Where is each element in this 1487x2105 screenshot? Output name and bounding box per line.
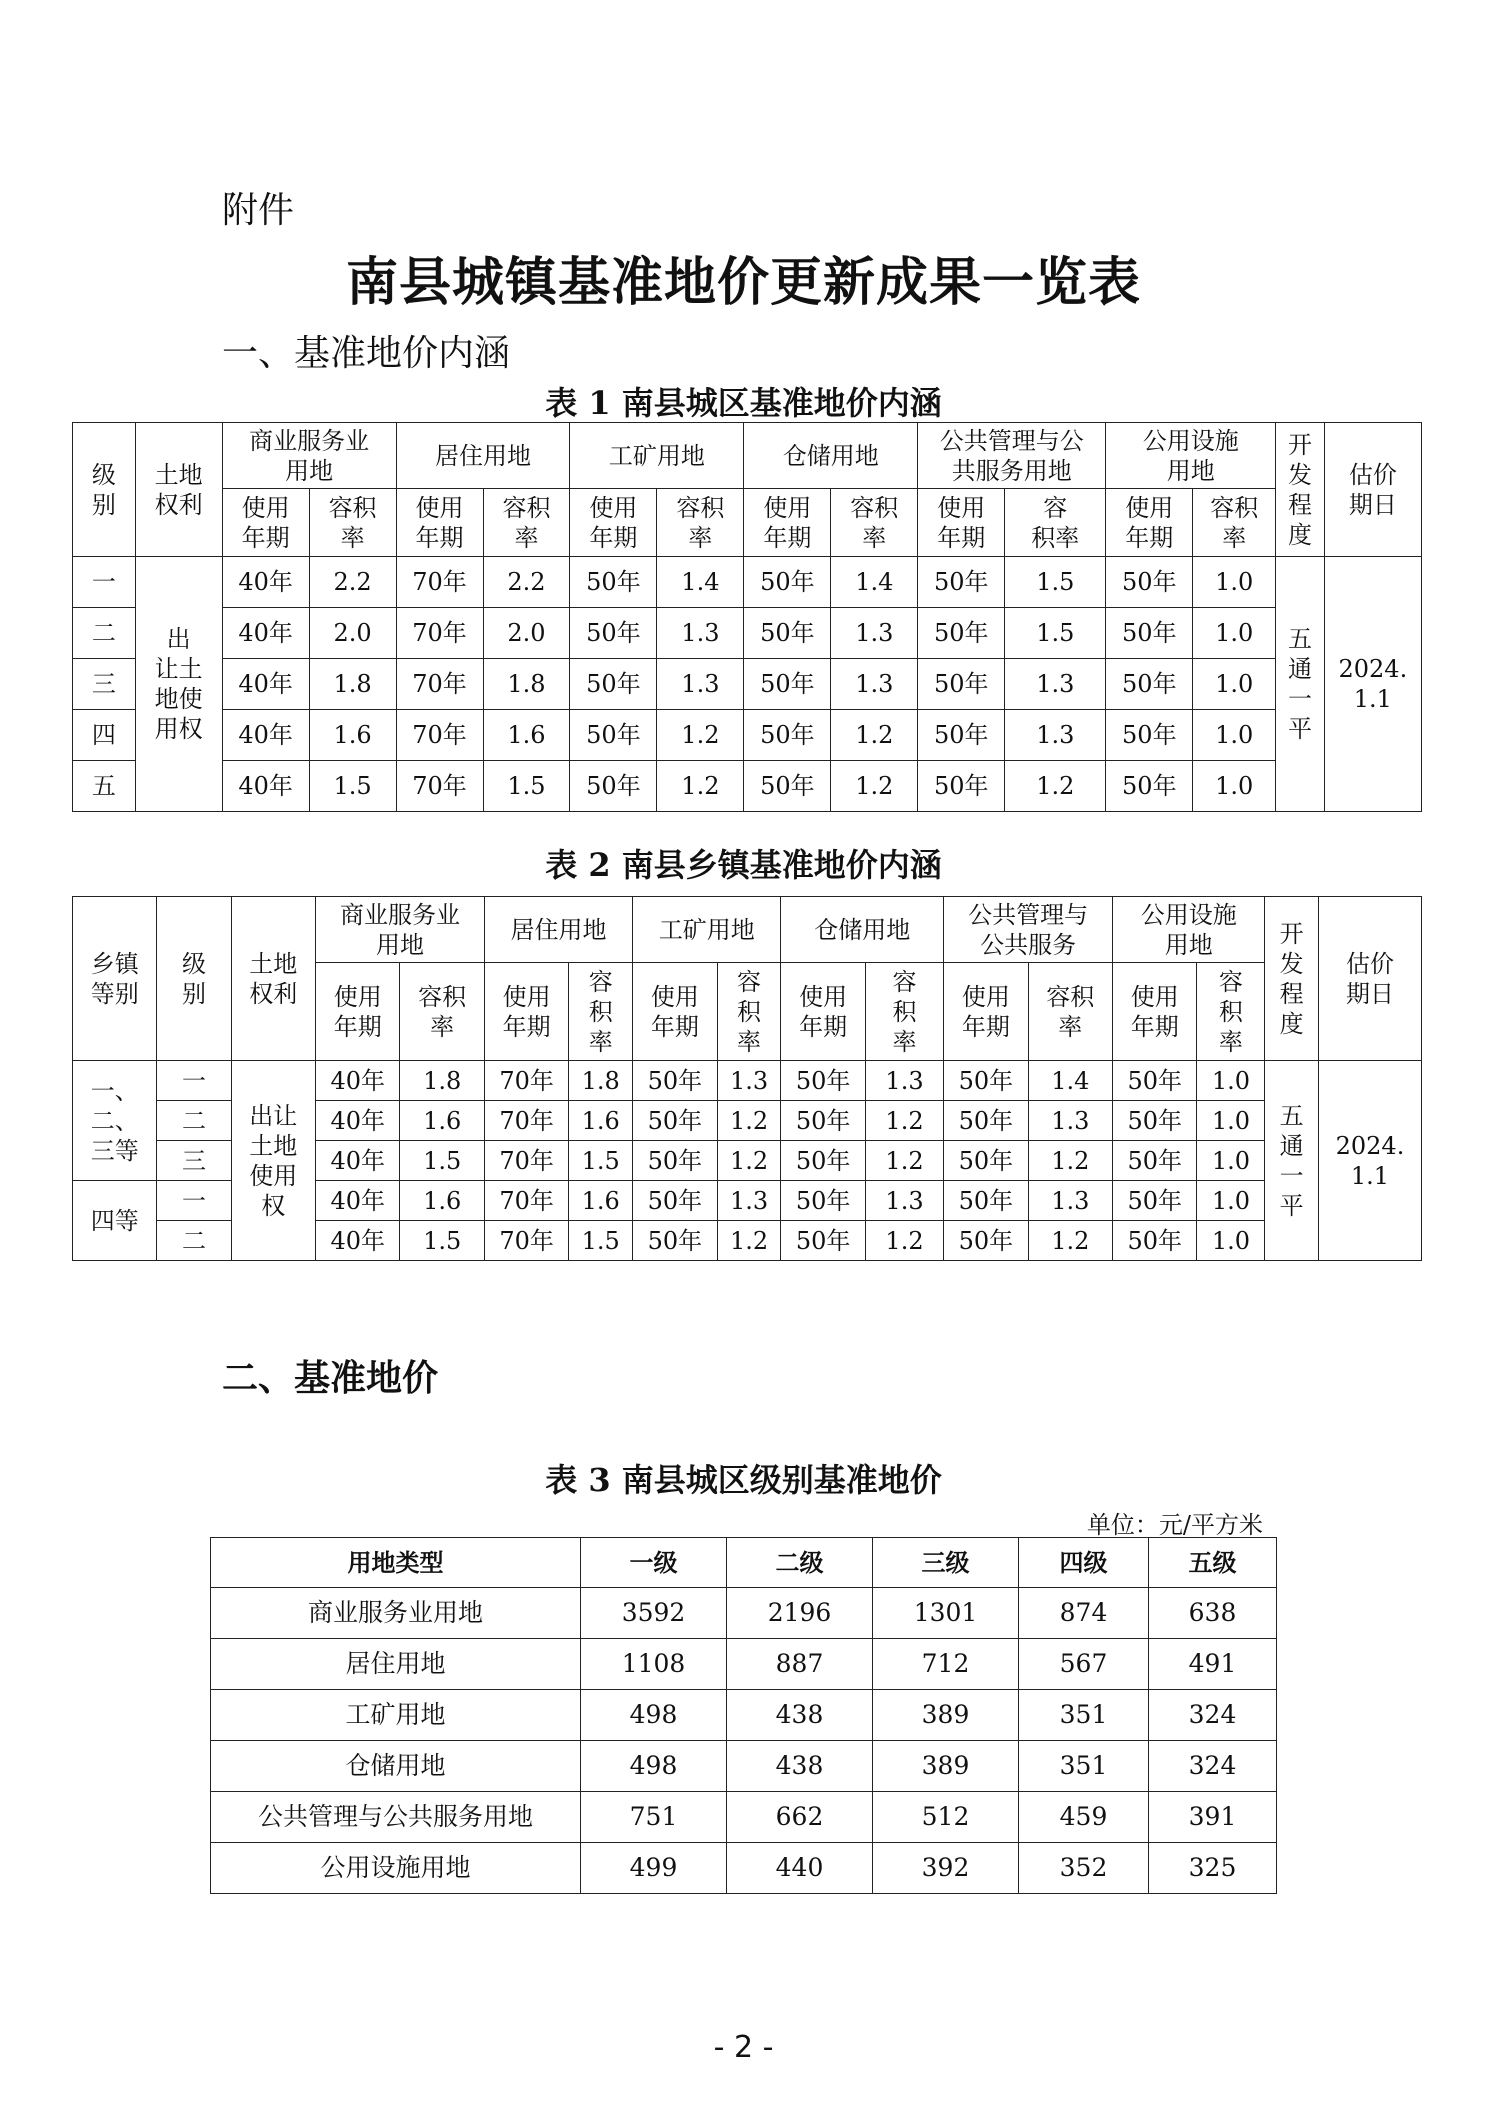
table1-cell: 70年 — [396, 557, 483, 608]
table2-cell-level: 一 — [157, 1061, 231, 1101]
table1-cell-level: 五 — [73, 761, 136, 812]
table3-header: 二级 — [727, 1538, 873, 1588]
table2-subheader-far: 容积 率 — [400, 963, 484, 1061]
table3-unit: 单位：元/平方米 — [1086, 1511, 1263, 1539]
table2-cell: 50年 — [633, 1181, 717, 1221]
table1-cell: 50年 — [744, 608, 831, 659]
table2-cell: 1.3 — [865, 1181, 943, 1221]
table1-subheader-far: 容积 率 — [483, 489, 570, 557]
table2-cell-town-group-1: 一、 二、 三等 — [73, 1061, 157, 1181]
table2-cell: 1.0 — [1197, 1181, 1265, 1221]
table2-cell: 1.0 — [1197, 1141, 1265, 1181]
table1-cell: 1.5 — [1005, 557, 1106, 608]
table3-cell: 389 — [873, 1690, 1019, 1741]
table1-cell-level: 一 — [73, 557, 136, 608]
table2-cell: 50年 — [1113, 1221, 1197, 1261]
table2-cell: 1.0 — [1197, 1061, 1265, 1101]
table2-header-industrial: 工矿用地 — [633, 897, 781, 963]
table2-subheader-far: 容 积 率 — [865, 963, 943, 1061]
table1-cell-level: 三 — [73, 659, 136, 710]
table3-caption: 表 3 南县城区级别基准地价 — [545, 1461, 942, 1499]
page-number: - 2 - — [713, 2030, 774, 2065]
table3-cell: 389 — [873, 1741, 1019, 1792]
table2-cell: 1.2 — [1028, 1221, 1112, 1261]
table1-cell: 40年 — [222, 710, 309, 761]
table2-cell: 50年 — [1113, 1141, 1197, 1181]
table1-cell: 70年 — [396, 608, 483, 659]
table2-cell: 1.2 — [865, 1141, 943, 1181]
table3-cell: 1108 — [581, 1639, 727, 1690]
table1-subheader-term: 使用 年期 — [744, 489, 831, 557]
table1-cell: 70年 — [396, 761, 483, 812]
table1-cell: 1.3 — [831, 659, 918, 710]
table1-cell: 50年 — [918, 608, 1005, 659]
table2-caption: 表 2 南县乡镇基准地价内涵 — [545, 846, 942, 884]
table3-cell: 438 — [727, 1741, 873, 1792]
table2-subheader-term: 使用 年期 — [633, 963, 717, 1061]
table1-cell: 40年 — [222, 659, 309, 710]
table2-cell: 1.2 — [865, 1101, 943, 1141]
table1-cell: 1.3 — [657, 659, 744, 710]
table2-cell: 1.2 — [717, 1101, 781, 1141]
table3-land-type: 工矿用地 — [211, 1690, 581, 1741]
table2-cell: 1.3 — [717, 1061, 781, 1101]
table2-subheader-far: 容 积 率 — [569, 963, 633, 1061]
table1-cell: 50年 — [570, 761, 657, 812]
table1-cell: 1.8 — [483, 659, 570, 710]
table3-cell: 567 — [1019, 1639, 1149, 1690]
table1-cell: 1.3 — [657, 608, 744, 659]
table1-subheader-far: 容 积率 — [1005, 489, 1106, 557]
table1-cell: 70年 — [396, 710, 483, 761]
table1-header-valuation-date: 估价 期日 — [1324, 423, 1421, 557]
table1-cell: 1.4 — [831, 557, 918, 608]
table1-cell: 2.2 — [483, 557, 570, 608]
section-heading-1: 一、基准地价内涵 — [222, 333, 511, 374]
table1-subheader-far: 容积 率 — [657, 489, 744, 557]
table2-header-right: 土地 权利 — [231, 897, 315, 1061]
table1-cell: 50年 — [570, 710, 657, 761]
table2-subheader-term: 使用 年期 — [944, 963, 1028, 1061]
table2-cell: 1.2 — [1028, 1141, 1112, 1181]
table2-cell: 50年 — [781, 1101, 865, 1141]
table1-urban-land-price-connotation — [72, 422, 1422, 812]
table2-cell: 1.5 — [400, 1141, 484, 1181]
table3-header: 一级 — [581, 1538, 727, 1588]
table1-cell: 2.0 — [483, 608, 570, 659]
table2-cell: 70年 — [484, 1221, 568, 1261]
table1-cell: 1.8 — [309, 659, 396, 710]
table1-cell: 2.0 — [309, 608, 396, 659]
table2-cell: 50年 — [1113, 1101, 1197, 1141]
table2-cell: 1.6 — [400, 1101, 484, 1141]
table1-header-level: 级 别 — [73, 423, 136, 557]
table2-cell-town-group-2: 四等 — [73, 1181, 157, 1261]
table1-cell: 1.2 — [657, 710, 744, 761]
table2-subheader-term: 使用 年期 — [484, 963, 568, 1061]
table1-header-public-service: 公共管理与公 共服务用地 — [918, 423, 1106, 489]
table2-cell: 1.0 — [1197, 1221, 1265, 1261]
table2-cell: 50年 — [781, 1061, 865, 1101]
table1-cell: 50年 — [570, 557, 657, 608]
table2-cell: 1.3 — [717, 1181, 781, 1221]
table2-cell: 50年 — [633, 1101, 717, 1141]
table2-header-valuation-date: 估价 期日 — [1318, 897, 1421, 1061]
table1-cell: 50年 — [1106, 557, 1193, 608]
table1-cell: 50年 — [570, 659, 657, 710]
table2-cell: 1.6 — [569, 1101, 633, 1141]
table2-cell: 1.5 — [569, 1141, 633, 1181]
table3-cell: 1301 — [873, 1588, 1019, 1639]
table2-cell: 1.8 — [569, 1061, 633, 1101]
table1-cell: 1.0 — [1193, 710, 1276, 761]
table1-subheader-term: 使用 年期 — [396, 489, 483, 557]
table3-cell: 662 — [727, 1792, 873, 1843]
table2-cell: 50年 — [781, 1221, 865, 1261]
table2-cell: 1.8 — [400, 1061, 484, 1101]
table1-cell: 50年 — [744, 710, 831, 761]
table2-cell: 50年 — [944, 1061, 1028, 1101]
table1-cell: 50年 — [744, 557, 831, 608]
table1-cell: 1.2 — [831, 761, 918, 812]
table1-cell: 50年 — [1106, 608, 1193, 659]
table1-cell: 40年 — [222, 608, 309, 659]
table2-header-level: 级 别 — [157, 897, 231, 1061]
table1-cell: 50年 — [1106, 761, 1193, 812]
table2-cell: 1.2 — [717, 1141, 781, 1181]
table3-cell: 391 — [1149, 1792, 1277, 1843]
table1-subheader-term: 使用 年期 — [918, 489, 1005, 557]
table3-cell: 2196 — [727, 1588, 873, 1639]
table1-cell: 2.2 — [309, 557, 396, 608]
table1-cell: 50年 — [918, 557, 1005, 608]
table3-cell: 459 — [1019, 1792, 1149, 1843]
table1-cell: 50年 — [570, 608, 657, 659]
table1-cell: 1.3 — [1005, 659, 1106, 710]
table1-subheader-term: 使用 年期 — [222, 489, 309, 557]
document-title: 南县城镇基准地价更新成果一览表 — [345, 252, 1141, 313]
table1-cell: 1.0 — [1193, 659, 1276, 710]
table3-cell: 887 — [727, 1639, 873, 1690]
table1-cell: 1.0 — [1193, 608, 1276, 659]
table2-cell: 1.3 — [1028, 1181, 1112, 1221]
table2-cell: 40年 — [316, 1141, 400, 1181]
table3-cell: 438 — [727, 1690, 873, 1741]
table2-cell: 1.3 — [1028, 1101, 1112, 1141]
table2-cell: 1.5 — [400, 1221, 484, 1261]
table3-land-type: 居住用地 — [211, 1639, 581, 1690]
table3-cell: 498 — [581, 1741, 727, 1792]
table1-cell: 1.6 — [483, 710, 570, 761]
table2-cell: 1.3 — [865, 1061, 943, 1101]
table2-cell: 70年 — [484, 1141, 568, 1181]
table3-cell: 874 — [1019, 1588, 1149, 1639]
table1-subheader-far: 容积 率 — [1193, 489, 1276, 557]
table1-header-right: 土地 权利 — [135, 423, 222, 557]
table3-cell: 392 — [873, 1843, 1019, 1894]
table2-cell: 50年 — [633, 1221, 717, 1261]
table3-cell: 712 — [873, 1639, 1019, 1690]
table2-cell: 50年 — [944, 1141, 1028, 1181]
table1-cell-level: 四 — [73, 710, 136, 761]
table1-cell: 40年 — [222, 557, 309, 608]
table2-cell: 70年 — [484, 1061, 568, 1101]
table3-cell: 324 — [1149, 1741, 1277, 1792]
table1-cell: 50年 — [744, 761, 831, 812]
table1-cell: 1.3 — [1005, 710, 1106, 761]
table2-header-development: 开 发 程 度 — [1265, 897, 1319, 1061]
table3-header: 五级 — [1149, 1538, 1277, 1588]
table1-cell: 50年 — [1106, 659, 1193, 710]
table2-cell: 1.2 — [717, 1221, 781, 1261]
table3-cell: 638 — [1149, 1588, 1277, 1639]
table1-subheader-far: 容积 率 — [831, 489, 918, 557]
table1-cell: 1.5 — [483, 761, 570, 812]
table1-subheader-term: 使用 年期 — [570, 489, 657, 557]
table1-cell: 50年 — [918, 761, 1005, 812]
table1-header-storage: 仓储用地 — [744, 423, 918, 489]
attachment-label: 附件 — [222, 190, 295, 231]
table2-cell-development: 五 通 一 平 — [1265, 1061, 1319, 1261]
table3-cell: 351 — [1019, 1741, 1149, 1792]
table3-cell: 3592 — [581, 1588, 727, 1639]
table3-cell: 498 — [581, 1690, 727, 1741]
table3-land-type: 仓储用地 — [211, 1741, 581, 1792]
table3-land-type: 商业服务业用地 — [211, 1588, 581, 1639]
table2-cell: 1.6 — [569, 1181, 633, 1221]
table2-cell: 40年 — [316, 1061, 400, 1101]
table2-cell-level: 二 — [157, 1221, 231, 1261]
table1-cell: 50年 — [1106, 710, 1193, 761]
table1-header-utility: 公用设施 用地 — [1106, 423, 1276, 489]
table2-town-land-price-connotation — [72, 896, 1422, 1261]
table1-cell: 70年 — [396, 659, 483, 710]
table1-cell: 1.5 — [309, 761, 396, 812]
table2-cell: 50年 — [781, 1141, 865, 1181]
table2-cell-valuation-date: 2024. 1.1 — [1318, 1061, 1421, 1261]
table1-cell: 1.0 — [1193, 557, 1276, 608]
table2-cell: 50年 — [944, 1101, 1028, 1141]
table1-cell: 1.5 — [1005, 608, 1106, 659]
table3-land-type: 公共管理与公共服务用地 — [211, 1792, 581, 1843]
table3-land-type: 公用设施用地 — [211, 1843, 581, 1894]
table3-urban-level-land-price — [210, 1537, 1277, 1894]
table1-cell: 1.2 — [1005, 761, 1106, 812]
table2-subheader-term: 使用 年期 — [1113, 963, 1197, 1061]
table2-cell: 40年 — [316, 1221, 400, 1261]
table2-cell: 40年 — [316, 1181, 400, 1221]
table2-cell: 50年 — [944, 1181, 1028, 1221]
table2-cell: 1.4 — [1028, 1061, 1112, 1101]
table2-header-storage: 仓储用地 — [781, 897, 944, 963]
table1-cell: 1.2 — [831, 710, 918, 761]
table1-cell-development: 五 通 一 平 — [1276, 557, 1325, 812]
table2-cell: 40年 — [316, 1101, 400, 1141]
table3-cell: 324 — [1149, 1690, 1277, 1741]
table2-cell-level: 二 — [157, 1101, 231, 1141]
table3-cell: 499 — [581, 1843, 727, 1894]
table2-cell: 70年 — [484, 1101, 568, 1141]
table1-caption: 表 1 南县城区基准地价内涵 — [545, 384, 942, 422]
table3-header: 四级 — [1019, 1538, 1149, 1588]
table2-header-commercial: 商业服务业 用地 — [316, 897, 485, 963]
table2-header-town-grade: 乡镇 等别 — [73, 897, 157, 1061]
table3-header: 用地类型 — [211, 1538, 581, 1588]
table2-cell: 50年 — [944, 1221, 1028, 1261]
table1-subheader-term: 使用 年期 — [1106, 489, 1193, 557]
table2-subheader-far: 容 积 率 — [1197, 963, 1265, 1061]
table3-cell: 325 — [1149, 1843, 1277, 1894]
table3-cell: 440 — [727, 1843, 873, 1894]
table1-cell-level: 二 — [73, 608, 136, 659]
table2-header-public-service: 公共管理与 公共服务 — [944, 897, 1113, 963]
table2-cell-level: 一 — [157, 1181, 231, 1221]
table1-cell: 1.6 — [309, 710, 396, 761]
table3-header: 三级 — [873, 1538, 1019, 1588]
table2-cell-right: 出让 土地 使用 权 — [231, 1061, 315, 1261]
table2-cell: 50年 — [1113, 1181, 1197, 1221]
table2-cell-level: 三 — [157, 1141, 231, 1181]
table1-subheader-far: 容积 率 — [309, 489, 396, 557]
table2-subheader-far: 容积 率 — [1028, 963, 1112, 1061]
table2-cell: 1.2 — [865, 1221, 943, 1261]
table3-cell: 491 — [1149, 1639, 1277, 1690]
table2-subheader-term: 使用 年期 — [316, 963, 400, 1061]
table1-cell: 50年 — [744, 659, 831, 710]
table1-header-residential: 居住用地 — [396, 423, 570, 489]
table1-header-commercial: 商业服务业 用地 — [222, 423, 396, 489]
table1-header-industrial: 工矿用地 — [570, 423, 744, 489]
table2-subheader-term: 使用 年期 — [781, 963, 865, 1061]
table2-cell: 1.5 — [569, 1221, 633, 1261]
table1-header-development: 开 发 程 度 — [1276, 423, 1325, 557]
table1-cell: 1.2 — [657, 761, 744, 812]
table2-cell: 50年 — [781, 1181, 865, 1221]
table1-cell: 50年 — [918, 659, 1005, 710]
section-heading-2: 二、基准地价 — [222, 1358, 439, 1399]
table1-cell: 50年 — [918, 710, 1005, 761]
table1-cell: 1.4 — [657, 557, 744, 608]
table1-cell: 1.0 — [1193, 761, 1276, 812]
table1-cell-valuation-date: 2024. 1.1 — [1324, 557, 1421, 812]
table2-cell: 1.6 — [400, 1181, 484, 1221]
table3-cell: 351 — [1019, 1690, 1149, 1741]
table2-cell: 50年 — [633, 1141, 717, 1181]
table2-cell: 70年 — [484, 1181, 568, 1221]
table1-cell: 40年 — [222, 761, 309, 812]
table3-cell: 352 — [1019, 1843, 1149, 1894]
table1-cell-right: 出 让土 地使 用权 — [135, 557, 222, 812]
table2-cell: 50年 — [633, 1061, 717, 1101]
table2-cell: 1.0 — [1197, 1101, 1265, 1141]
table1-cell: 1.3 — [831, 608, 918, 659]
table2-header-utility: 公用设施 用地 — [1113, 897, 1265, 963]
table2-subheader-far: 容 积 率 — [717, 963, 781, 1061]
table3-cell: 512 — [873, 1792, 1019, 1843]
table2-cell: 50年 — [1113, 1061, 1197, 1101]
table3-cell: 751 — [581, 1792, 727, 1843]
table2-header-residential: 居住用地 — [484, 897, 632, 963]
